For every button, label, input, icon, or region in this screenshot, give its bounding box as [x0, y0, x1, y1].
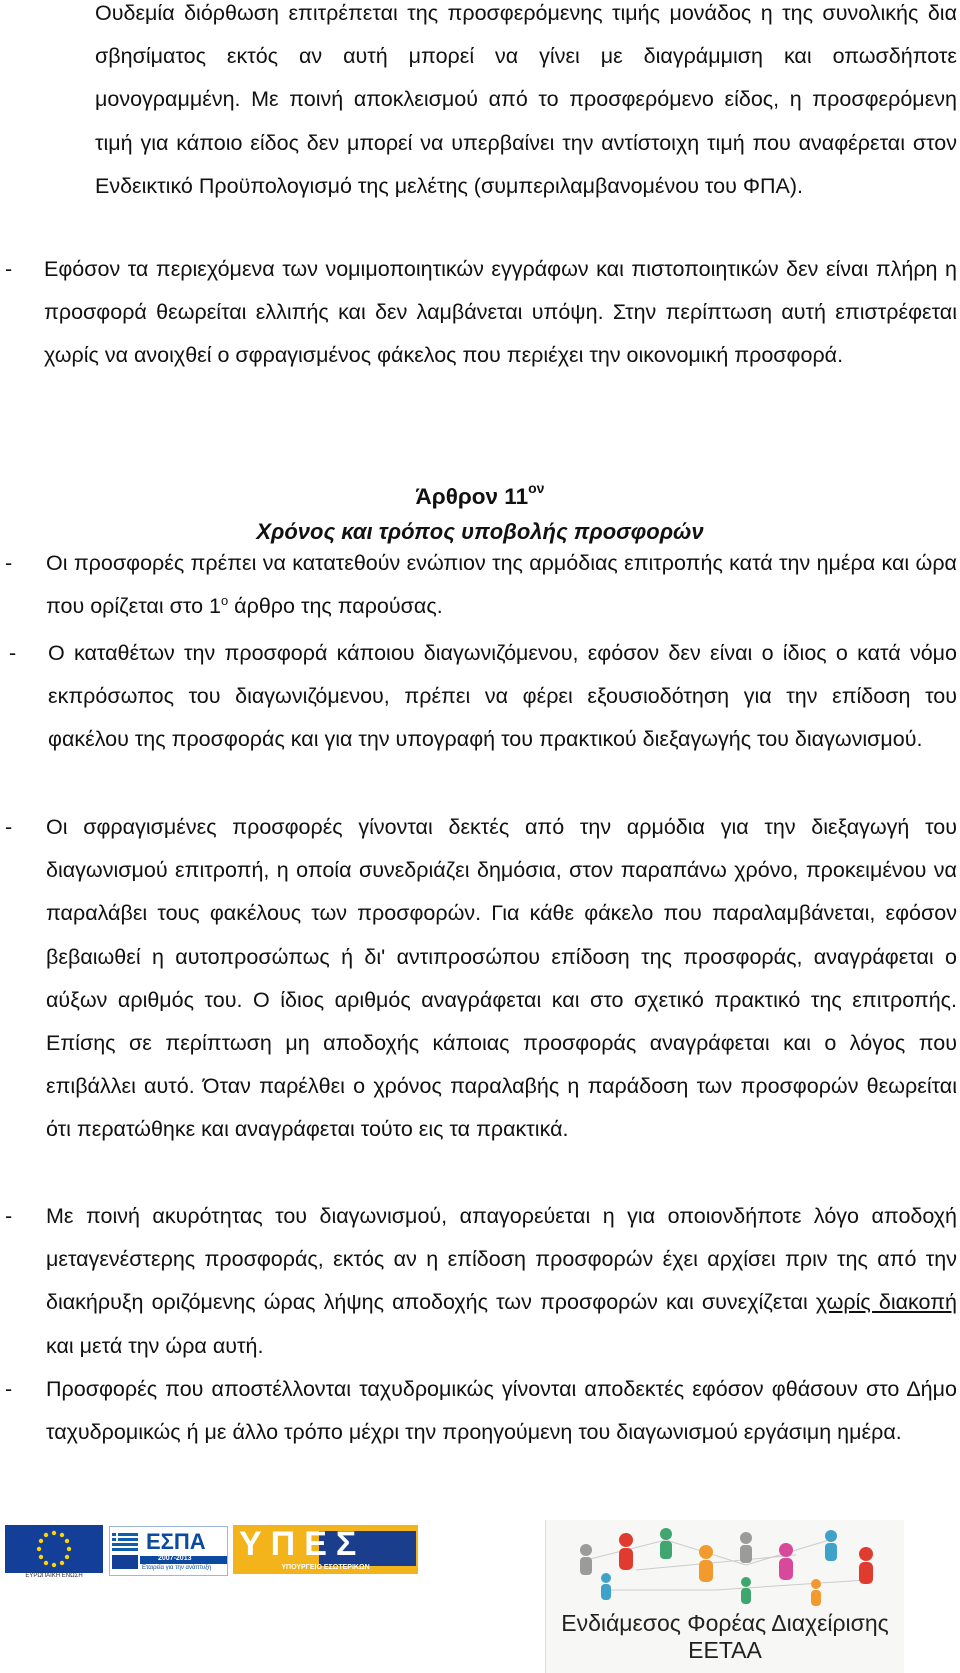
eu-caption: ΕΥΡΩΠΑΪΚΗ ΕΝΩΣΗ [25, 1573, 83, 1579]
ypes-wordmark: ΥΠΕΣ [239, 1525, 366, 1563]
bullet-dash: - [5, 551, 13, 575]
people-network-icon [546, 1520, 904, 1610]
footer-logos [0, 1520, 960, 1673]
bullet-authorization: Ο καταθέτων την προσφορά κάποιου διαγωνιζόμενου, εφόσον δεν είναι ο ίδιος ο κατά νόμο εκπρόσωπος του διαγωνιζόμενου, πρέπει να φέρει εξουσιοδότηση για την επίδοση του φακέλου της προσφοράς και για την υπογραφή του πρακτικού διεξαγωγής του διαγωνισμού. [48, 641, 957, 752]
eetaa-name: Ενδιάμεσος Φορέας Διαχείρισης ΕΕΤΑΑ [561, 1610, 889, 1663]
espa-logo [109, 1526, 228, 1576]
ypes-caption: ΥΠΟΥΡΓΕΙΟ ΕΣΩΤΕΡΙΚΩΝ [281, 1564, 370, 1571]
bullet-late-offers: Με ποινή ακυρότητας του διαγωνισμού, απαγορεύεται η για οποιονδήποτε λόγο αποδοχή μεταγενέστερης προσφοράς, εκτός αν η επίδοση προσφορών έχει αρχίσει πριν της από την διακήρυξη οριζόμενης ώρας λήψης αποδοχής των προσφορών και συνεχίζεται χωρίς διακοπή και μετά την ώρα αυτή. [46, 1204, 957, 1358]
bullet-dash: - [5, 1204, 13, 1228]
espa-tagline: Εταιρεία για την ανάπτυξη [142, 1565, 212, 1571]
bullet-dash: - [5, 1377, 13, 1401]
underlined-phrase: χωρίς διακοπή [815, 1290, 957, 1315]
bullet-postal-offers: Προσφορές που αποστέλλονται ταχυδρομικώς γίνονται αποδεκτές εφόσον φθάσουν στο Δήμο ταχυδρομικώς ή με άλλο τρόπο μέχρι την προηγούμενη του διαγωνισμού εργάσιμη ημέρα. [46, 1377, 957, 1445]
bullet-dash: - [9, 641, 17, 665]
bullet-dash: - [5, 257, 13, 281]
article-title: Άρθρον $11^{o\nu}$ [415, 480, 545, 509]
bullet-sealed-offers: Οι σφραγισμένες προσφορές γίνονται δεκτές από την αρμόδια για την διεξαγωγή του διαγωνισμού επιτροπή, η οποία συνεδριάζει δημόσια, στον παραπάνω χρόνο, προκειμένου να παραλάβει τους φακέλους των προσφορών. Για κάθε φάκελο που παραλαμβάνεται, εφόσον βεβαιωθεί η αυτοπροσώπως ή δι' αντιπροσώπου επίδοση της προσφοράς, αναγράφεται ο αύξων αριθμός του. Ο ίδιος αριθμός αναγράφεται και στο σχετικό πρακτικό της επιτροπής. Επίσης σε περίπτωση μη αποδοχής κάποιας προσφοράς αναγράφεται και ο λόγος που επιβάλλει αυτό. Όταν παρέλθει ο χρόνος παραλαβής η παράδοση των προσφορών θεωρείται ότι περατώθηκε και αναγράφεται τούτο εις τα πρακτικά. [46, 815, 957, 1142]
bullet-incomplete-documents: Εφόσον τα περιεχόμενα των νομιμοποιητικών εγγράφων και πιστοποιητικών δεν είναι πλήρη η προσφορά θεωρείται ελλιπής και δεν λαμβάνεται υπόψη. Στην περίπτωση αυτή επιστρέφεται χωρίς να ανοιχθεί ο σφραγισμένος φάκελος που περιέχει την οικονομική προσφορά. [44, 257, 957, 368]
espa-wordmark: ΕΣΠΑ [146, 1529, 206, 1554]
bullet-submission-time: Οι προσφορές πρέπει να κατατεθούν ενώπιον της αρμόδιας επιτροπής κατά την ημέρα και ώρα που ορίζεται στο $1^o$ άρθρο της παρούσας. [46, 551, 957, 619]
ypes-logo [233, 1525, 418, 1574]
article-subtitle: Χρόνος και τρόπος υποβολής προσφορών [256, 519, 704, 544]
eetaa-logo [545, 1520, 904, 1673]
bullet-dash: - [5, 815, 13, 839]
eu-flag-logo [5, 1525, 103, 1573]
espa-years: 2007-2013 [158, 1555, 192, 1562]
intro-paragraph: Ουδεμία διόρθωση επιτρέπεται της προσφερόμενης τιμής μονάδος η της συνολικής δια σβησίματος εκτός αν αυτή μπορεί να γίνει με διαγράμμιση και οπωσδήποτε μονογραμμένη. Με ποινή αποκλεισμού από το προσφερόμενο είδος, η προσφερόμενη τιμή για κάποιο είδος δεν μπορεί να υπερβαίνει την αντίστοιχη τιμή που αναφέρεται στον Ενδεικτικό Προϋπολογισμό της μελέτης (συμπεριλαμβανομένου του ΦΠΑ). [95, 1, 957, 198]
